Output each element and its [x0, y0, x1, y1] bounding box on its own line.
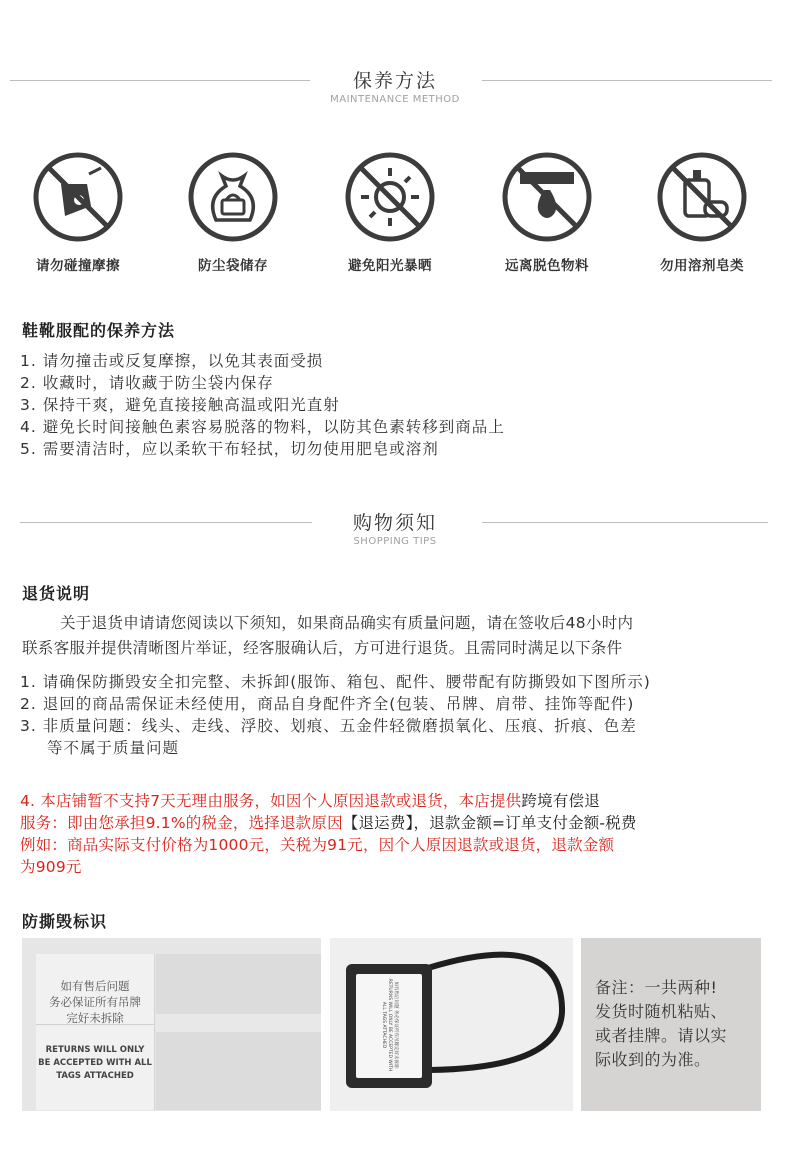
- care-icon-cell: [163, 150, 303, 274]
- tag-line: RETURNS WILL ONLY: [45, 1045, 145, 1055]
- tag-line: 如有售后问题: [60, 979, 130, 993]
- dust-bag-icon: [186, 150, 280, 244]
- seal-label-text: 如有售后问题 务必保证所有吊牌完好未拆除 RETURNS WILL ONLY BE ACCEPTED WITH ALL TAGS ATTACHED: [381, 978, 398, 1072]
- care-icon-cell: [320, 150, 460, 274]
- section-subtitle: SHOPPING TIPS: [353, 536, 437, 547]
- note-line: 发货时随机粘贴、: [595, 1002, 728, 1021]
- tag-backing: [156, 954, 321, 1110]
- shopping-header: [0, 514, 790, 564]
- list-item: 3. 保持干爽，避免直接接触高温或阳光直射: [20, 396, 340, 414]
- return-policy-notice: [20, 790, 770, 878]
- tag-line: 务必保证所有吊牌: [49, 995, 141, 1009]
- care-icon-label: 勿用溶剂皂类: [660, 258, 744, 274]
- maintenance-header: [0, 72, 790, 122]
- notice-text: 服务：即由您承担9.1%的税金，选择退款原因: [20, 814, 343, 832]
- notice-line: [20, 790, 770, 812]
- note-line: 际收到的为准。: [595, 1050, 711, 1069]
- returns-rules: [20, 671, 651, 759]
- returns-heading: 退货说明: [22, 584, 91, 603]
- notice-line: 例如：商品实际支付价格为1000元，关税为91元，因个人原因退款或退货，退款金额: [20, 836, 615, 854]
- care-icon-label: 防尘袋储存: [198, 258, 268, 274]
- intro-line: 关于退货申请请您阅读以下须知，如果商品确实有质量问题，请在签收后48小时内: [60, 614, 634, 632]
- notice-text: 4. 本店铺暂不支持7天无理由服务，如因个人原因退款或退货，本店提供: [20, 792, 522, 810]
- care-icon-cell: [632, 150, 772, 274]
- tag-photo: [22, 938, 321, 1111]
- hang-tag: [36, 954, 155, 1110]
- section-subtitle: MAINTENANCE METHOD: [330, 94, 460, 105]
- returns-intro: [22, 611, 770, 661]
- no-dye-icon: [500, 150, 594, 244]
- section-title: 保养方法: [352, 70, 437, 92]
- tag-line: 完好未拆除: [66, 1011, 124, 1025]
- care-icons-row: [0, 150, 790, 285]
- no-soap-icon: [655, 150, 749, 244]
- care-heading: 鞋靴服配的保养方法: [22, 321, 176, 340]
- list-item: 2. 收藏时，请收藏于防尘袋内保存: [20, 374, 274, 392]
- list-item: 5. 需要清洁时，应以柔软干布轻拭，切勿使用肥皂或溶剂: [20, 440, 439, 458]
- care-icon-label: 远离脱色物料: [505, 258, 589, 274]
- care-icon-cell: [477, 150, 617, 274]
- note-line: 备注：一共两种!: [595, 978, 718, 997]
- tag-strip: [156, 1014, 321, 1032]
- note-panel: [581, 938, 761, 1111]
- seal-device: [346, 964, 432, 1088]
- notice-highlight: 跨境有偿退: [521, 792, 600, 810]
- list-item: 3. 非质量问题：线头、走线、浮胶、划痕、五金件轻微磨损氧化、压痕、折痕、色差: [20, 717, 637, 735]
- list-item: 4. 避免长时间接触色素容易脱落的物料，以防其色素转移到商品上: [20, 418, 505, 436]
- section-title: 购物须知: [352, 512, 437, 534]
- tag-cn-text: [36, 978, 154, 1026]
- note-line: 或者挂牌。请以实: [595, 1026, 728, 1045]
- seal-label: [356, 974, 422, 1078]
- list-item: 1. 请勿撞击或反复摩擦，以免其表面受损: [20, 352, 324, 370]
- no-sun-icon: [343, 150, 437, 244]
- list-item: 2. 退回的商品需保证未经使用，商品自身配件齐全(包装、吊牌、肩带、挂饰等配件): [20, 695, 635, 713]
- care-icon-cell: [8, 150, 148, 274]
- tag-en-text: [36, 1044, 154, 1083]
- intro-line: 联系客服并提供清晰图片举证，经客服确认后，方可进行退货。且需同时满足以下条件: [22, 639, 623, 657]
- notice-line: 为909元: [20, 858, 82, 876]
- seal-photo: [330, 938, 573, 1111]
- care-list: [20, 350, 505, 460]
- tag-line: BE ACCEPTED WITH ALL: [38, 1058, 152, 1068]
- no-impact-icon: [31, 150, 125, 244]
- notice-highlight: 【退运费】，退款金额=订单支付金额-税费: [342, 814, 637, 832]
- list-item: 1. 请确保防撕毁安全扣完整、未拆卸(服饰、箱包、配件、腰带配有防撕毁如下图所示): [20, 673, 651, 691]
- care-icon-label: 避免阳光暴晒: [348, 258, 432, 274]
- care-icon-label: 请勿碰撞摩擦: [36, 258, 120, 274]
- tag-line: TAGS ATTACHED: [56, 1071, 134, 1081]
- notice-line: [20, 812, 770, 834]
- list-item: 等不属于质量问题: [47, 739, 180, 757]
- anti-tear-heading: 防撕毁标识: [22, 912, 108, 931]
- note-text: [595, 976, 755, 1072]
